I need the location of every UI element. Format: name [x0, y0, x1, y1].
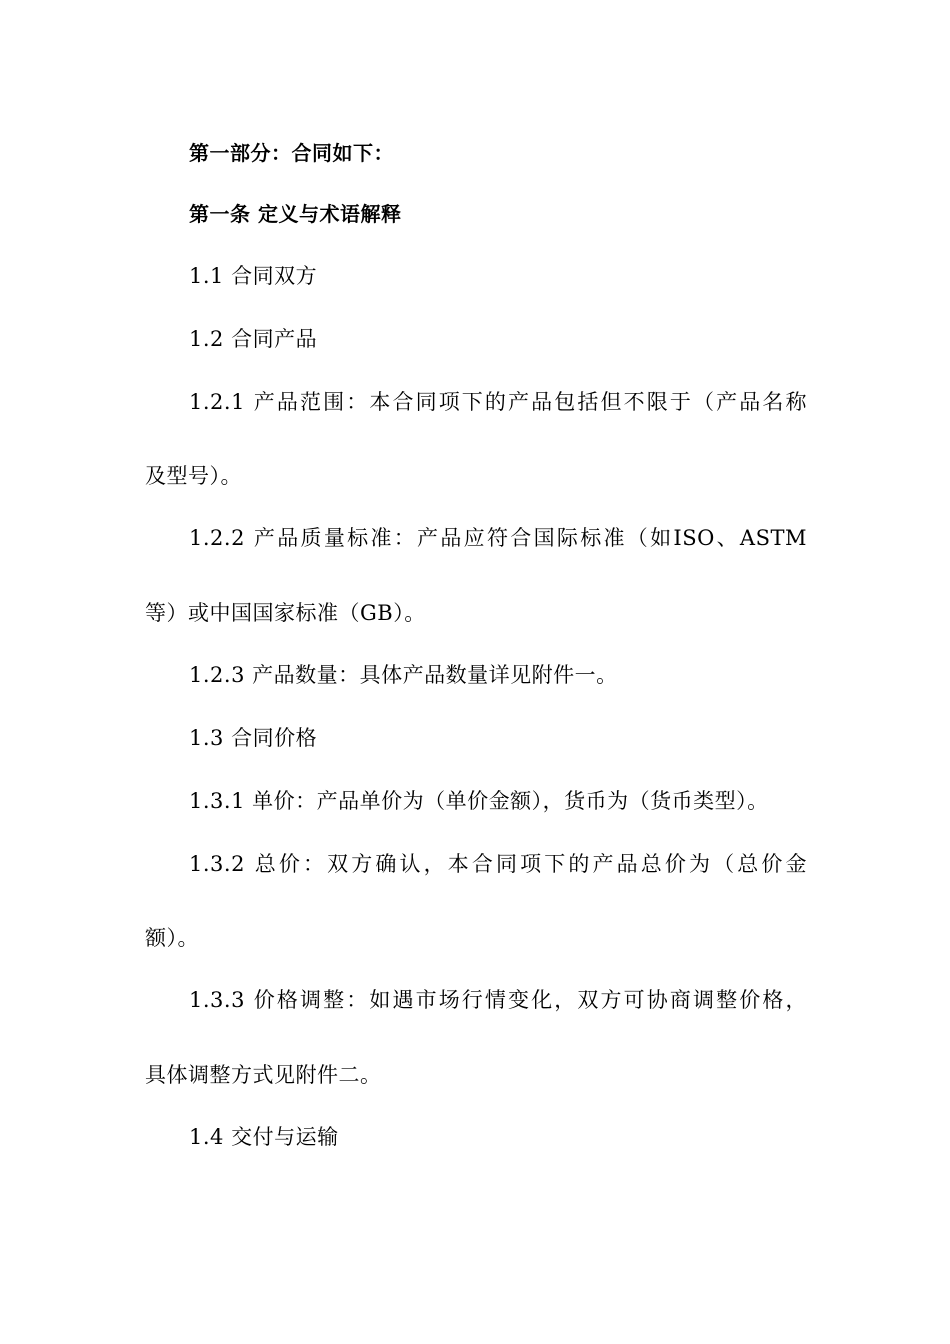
clause-1-2: 1.2 合同产品 — [189, 327, 318, 351]
clause-1-2-1-line-1: 1.2.1 产品范围：本合同项下的产品包括但不限于（产品名称 — [189, 390, 807, 414]
article-heading: 第一条 定义与术语解释 — [189, 202, 402, 226]
clause-1-2-1-line-2: 及型号）。 — [145, 464, 242, 488]
clause-1-3-2-line-1: 1.3.2 总价：双方确认，本合同项下的产品总价为（总价金 — [189, 852, 807, 876]
clause-1-3: 1.3 合同价格 — [189, 726, 318, 750]
clause-1-3-3-line-1: 1.3.3 价格调整：如遇市场行情变化，双方可协商调整价格， — [189, 988, 807, 1012]
clause-1-2-2-line-2: 等）或中国国家标准（GB）。 — [145, 601, 426, 625]
clause-1-1: 1.1 合同双方 — [189, 264, 318, 288]
clause-1-4: 1.4 交付与运输 — [189, 1125, 339, 1149]
clause-1-2-2-line-1: 1.2.2 产品质量标准：产品应符合国际标准（如ISO、ASTM — [189, 526, 807, 550]
clause-1-3-1: 1.3.1 单价：产品单价为（单价金额），货币为（货币类型）。 — [189, 789, 769, 813]
clause-1-2-3: 1.2.3 产品数量：具体产品数量详见附件一。 — [189, 663, 618, 687]
clause-1-3-2-line-2: 额）。 — [145, 926, 199, 950]
part-heading: 第一部分：合同如下： — [189, 141, 394, 165]
clause-1-3-3-line-2: 具体调整方式见附件二。 — [145, 1063, 382, 1087]
